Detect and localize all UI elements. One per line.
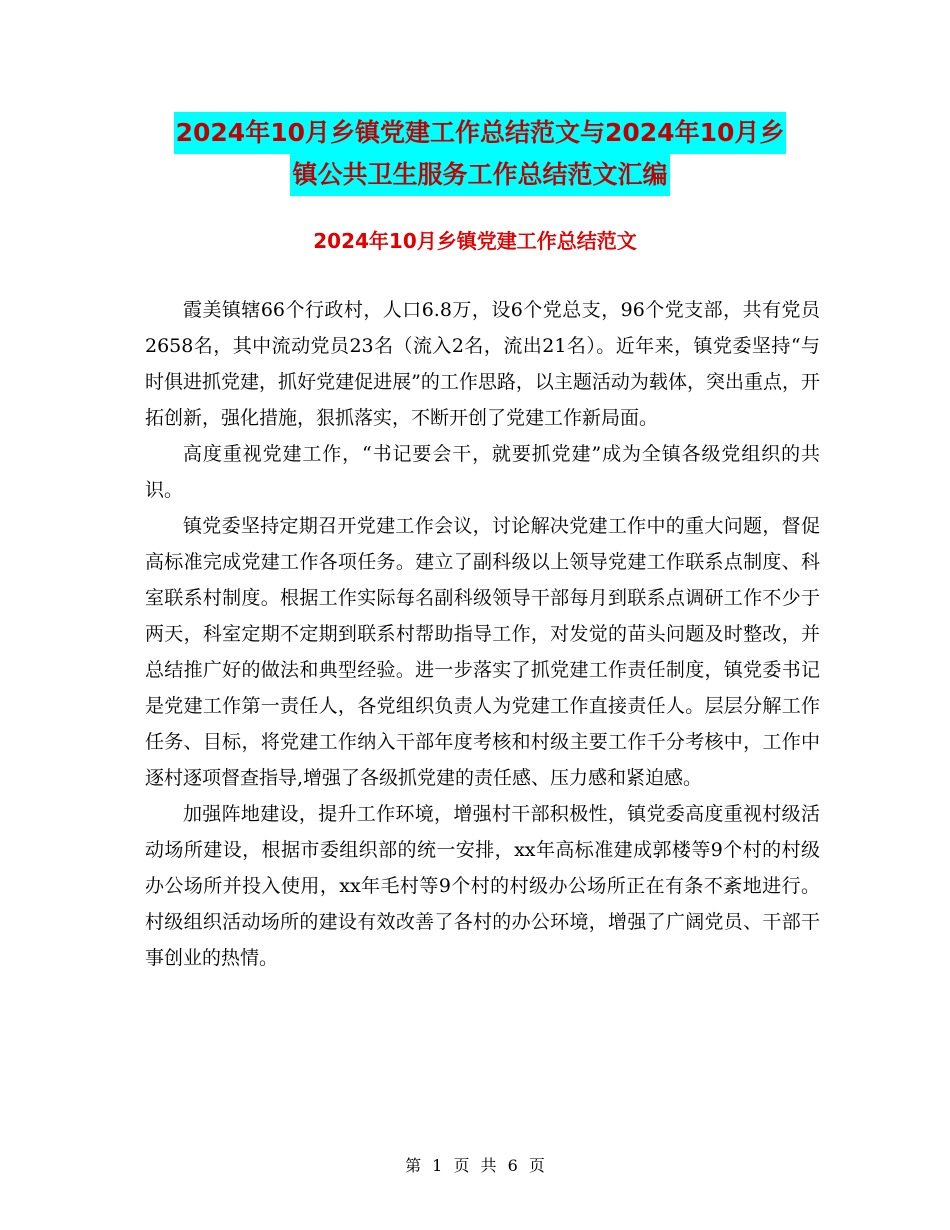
title-line-2: 镇公共卫生服务工作总结范文汇编 (290, 154, 669, 196)
document-body (145, 292, 820, 976)
document-title (140, 112, 820, 196)
paragraph-3: 镇党委坚持定期召开党建工作会议，讨论解决党建工作中的重大问题，督促高标准完成党建工作各项任务。建立了副科级以上领导党建工作联系点制度、科室联系村制度。根据工作实际每名副科级领导干部每月到联系点调研工作不少于两天，科室定期不定期到联系村帮助指导工作，对发觉的苗头问题及时整改，并总结推广好的做法和典型经验。进一步落实了抓党建工作责任制度，镇党委书记是党建工作第一责任人，各党组织负责人为党建工作直接责任人。层层分解工作任务、目标，将党建工作纳入干部年度考核和村级主要工作千分考核中，工作中逐村逐项督查指导,增强了各级抓党建的责任感、压力感和紧迫感。 (145, 515, 820, 789)
paragraph-4: 加强阵地建设，提升工作环境，增强村干部积极性，镇党委高度重视村级活动场所建设，根据市委组织部的统一安排，xx年高标准建成郭楼等9个村的村级办公场所并投入使用，xx年毛村等9个村的村级办公场所正在有条不紊地进行。村级组织活动场所的建设有效改善了各村的办公环境，增强了广阔党员、干部干事创业的热情。 (145, 803, 820, 969)
page-number-footer: 第 1 页 共 6 页 (405, 1156, 545, 1175)
section-heading: 2024年10月乡镇党建工作总结范文 (313, 229, 637, 253)
title-line-1: 2024年10月乡镇党建工作总结范文与2024年10月乡 (174, 112, 787, 154)
paragraph-2: 高度重视党建工作，“书记要会干，就要抓党建”成为全镇各级党组织的共识。 (145, 443, 820, 501)
paragraph-1: 霞美镇辖66个行政村，人口6.8万，设6个党总支，96个党支部，共有党员2658名，其中流动党员23名（流入2名，流出21名）。近年来，镇党委坚持“与时俱进抓党建，抓好党建促进展”的工作思路，以主题活动为载体，突出重点，开拓创新，强化措施，狠抓落实，不断开创了党建工作新局面。 (145, 299, 820, 429)
